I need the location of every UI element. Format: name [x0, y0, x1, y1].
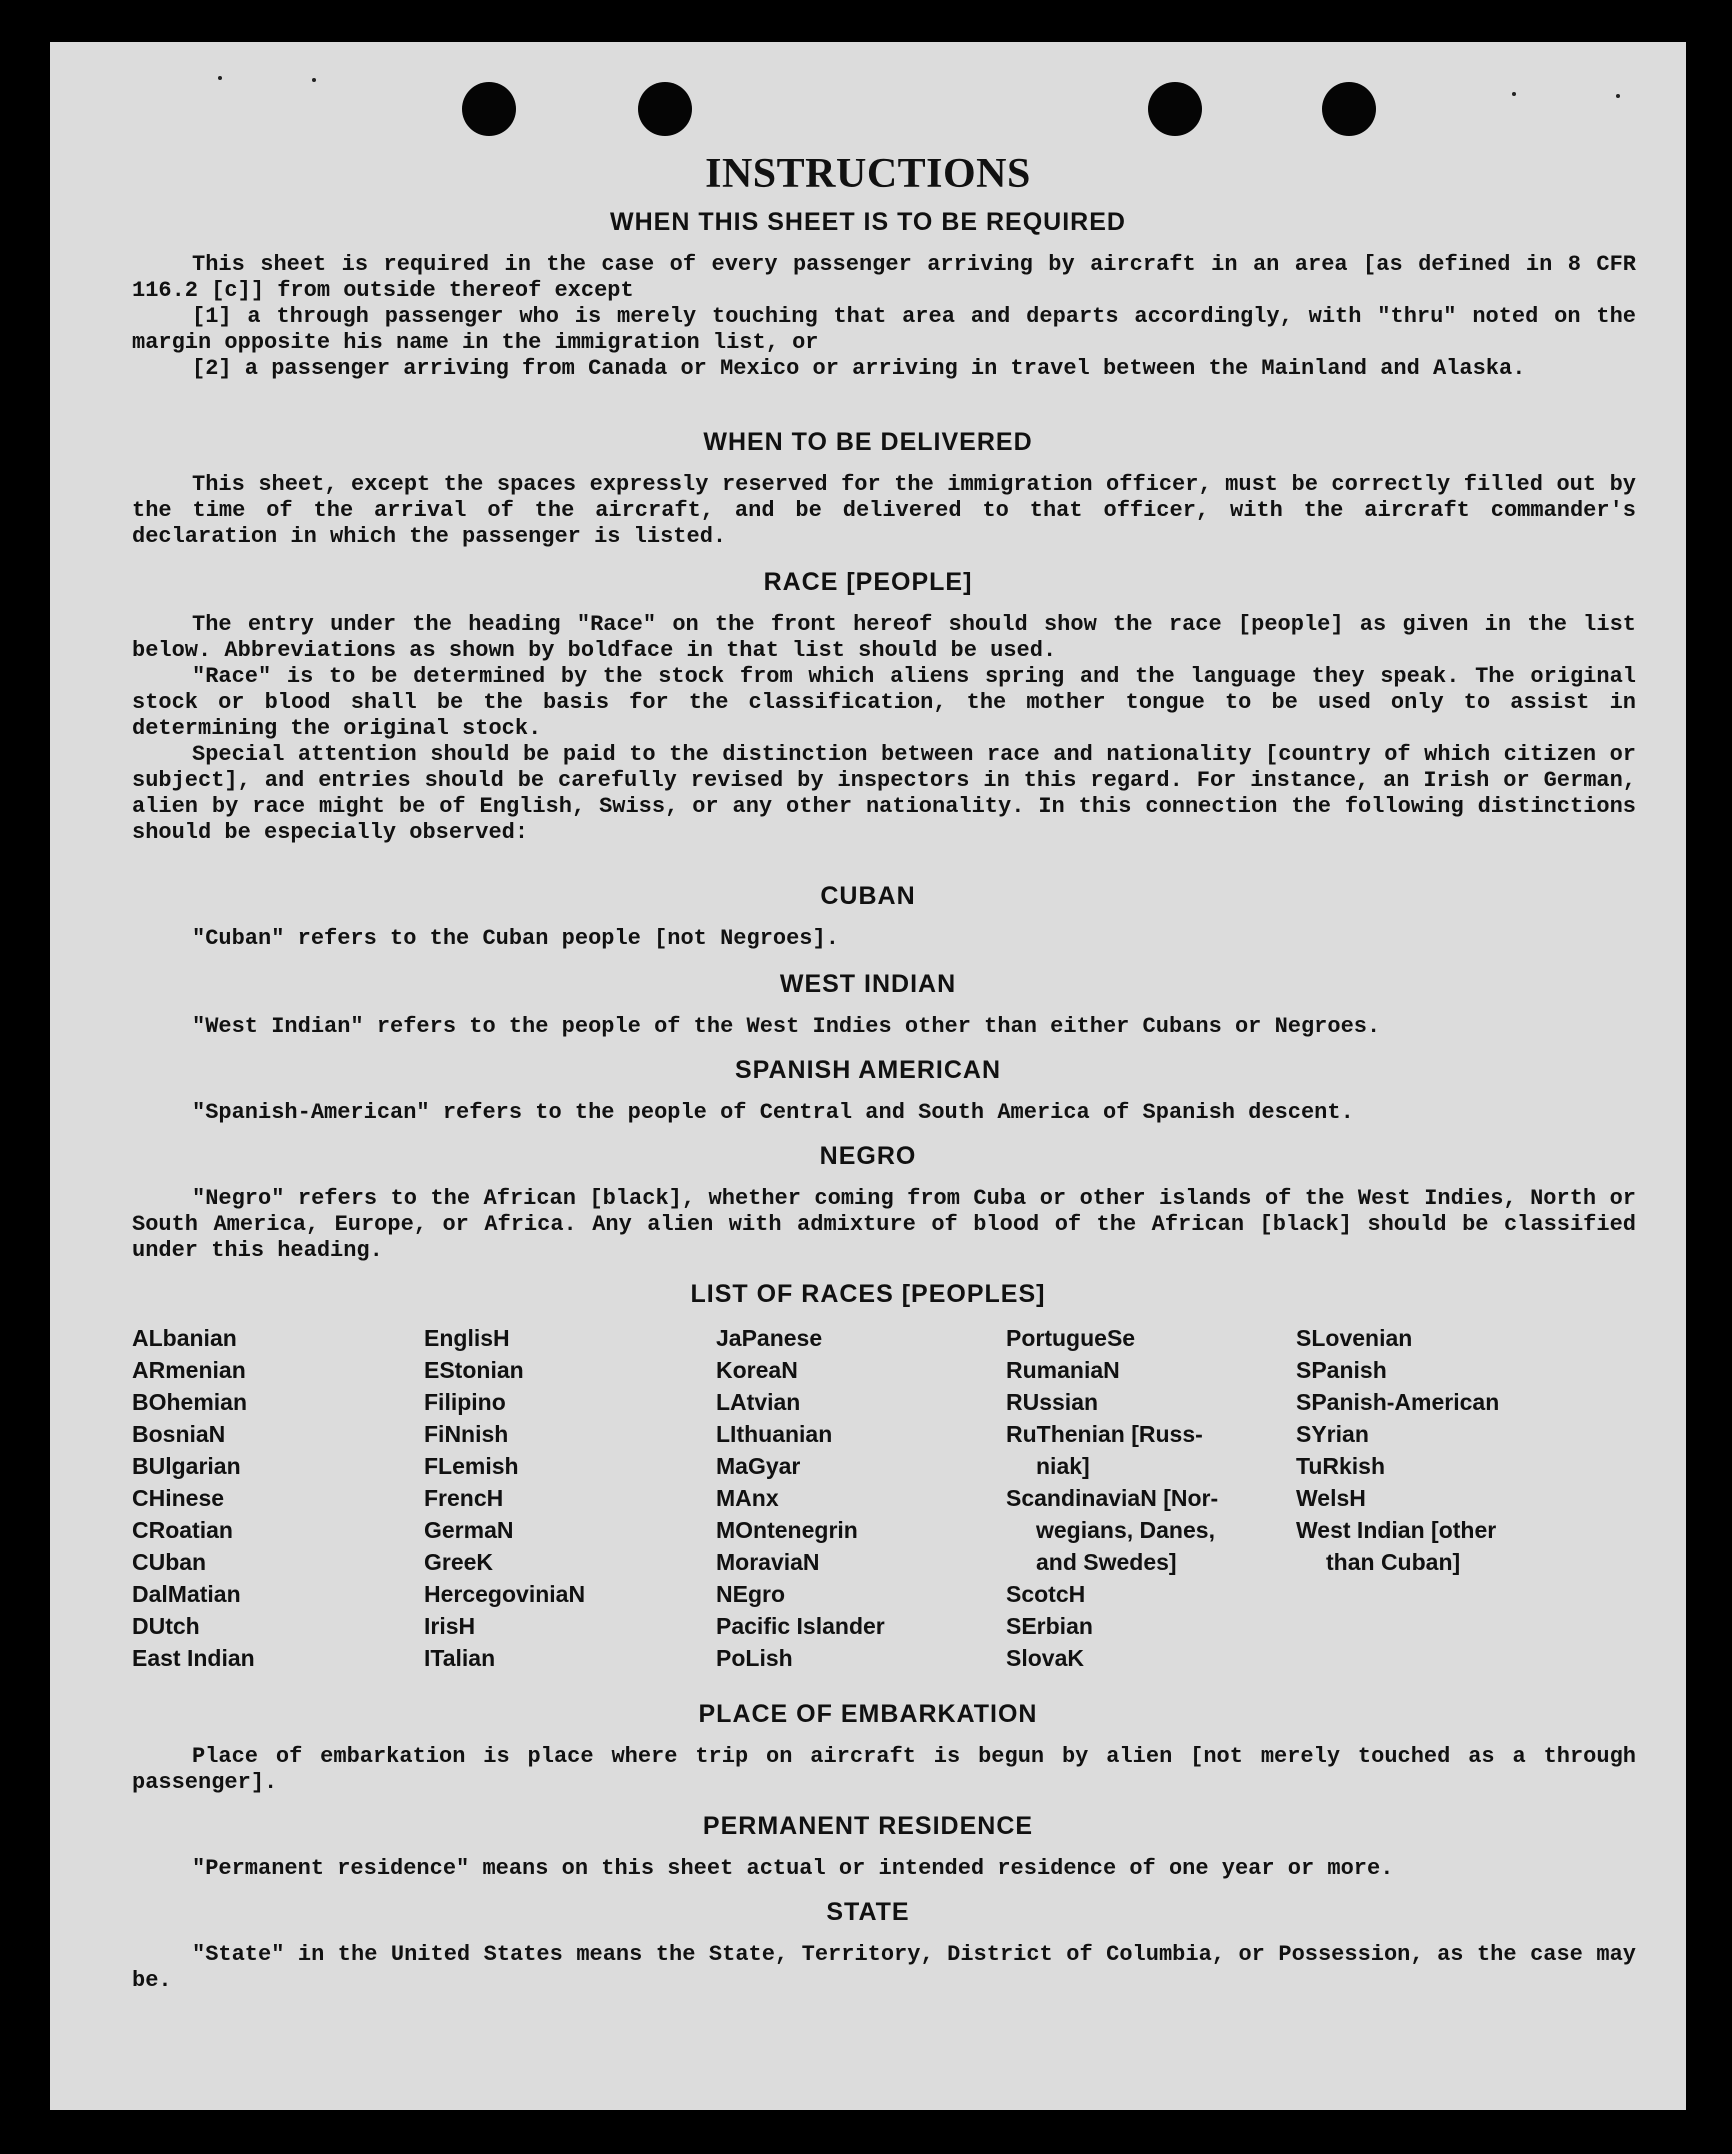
section-place-of-embarkation: [132, 1744, 1636, 1796]
race-item: MoraviaN: [716, 1549, 820, 1575]
races-column-4: [1006, 1322, 1218, 1674]
heading-negro: NEGRO: [819, 1142, 917, 1170]
race-item-continuation: and Swedes]: [1036, 1549, 1177, 1575]
when-required-item-1: [1] a through passenger who is merely touching that area and departs accordingly, with "thru" noted on the margin opposite his name in the immigration list, or: [132, 304, 1636, 355]
heading-race: RACE [PEOPLE]: [763, 568, 973, 596]
race-item: GermaN: [424, 1517, 514, 1543]
race-item: Filipino: [424, 1389, 506, 1415]
spanish-american-text: "Spanish-American" refers to the people of Central and South America of Spanish descent.: [192, 1100, 1354, 1125]
race-item-continuation: wegians, Danes,: [1036, 1517, 1215, 1543]
race-item: Pacific Islander: [716, 1613, 885, 1639]
section-when-required: [132, 252, 1636, 382]
heading-permanent-residence: PERMANENT RESIDENCE: [702, 1812, 1034, 1840]
race-item: FiNnish: [424, 1421, 509, 1447]
race-item: BUlgarian: [132, 1453, 241, 1479]
races-column-5: [1296, 1322, 1499, 1578]
section-state: [132, 1942, 1636, 1994]
race-paragraph-2: "Race" is to be determined by the stock from which aliens spring and the language they speak. The original stock or blood shall be the basis for the classification, the mother tongue to be used only to assist in determining the original stock.: [132, 664, 1636, 741]
race-item-continuation: niak]: [1036, 1453, 1090, 1479]
race-item: CUban: [132, 1549, 207, 1575]
section-negro: [132, 1186, 1636, 1264]
negro-text: "Negro" refers to the African [black], whether coming from Cuba or other islands of the West Indies, North or South America, Europe, or Africa. Any alien with admixture of blood of the African [black] should be classified under this heading.: [132, 1186, 1636, 1263]
when-required-intro: This sheet is required in the case of every passenger arriving by aircraft in an area [as defined in 8 CFR 116.2 [c]] from outside thereof except: [132, 252, 1636, 303]
race-item: PortugueSe: [1006, 1325, 1136, 1351]
race-item: RumaniaN: [1006, 1357, 1120, 1383]
race-item-continuation: than Cuban]: [1326, 1549, 1461, 1575]
race-item: HercegovinіaN: [424, 1581, 586, 1607]
heading-when-required: WHEN THIS SHEET IS TO BE REQUIRED: [610, 208, 1126, 236]
race-item: KoreaN: [716, 1357, 798, 1383]
heading-west-indian: WEST INDIAN: [779, 970, 957, 998]
punch-hole: [462, 82, 516, 136]
race-item: East Indian: [132, 1645, 255, 1671]
race-item: GreeK: [424, 1549, 494, 1575]
race-item: MaGyar: [716, 1453, 801, 1479]
race-paragraph-1: The entry under the heading "Race" on the front hereof should show the race [people] as given in the list below. Abbreviations as shown by boldface in that list should be used.: [132, 612, 1636, 663]
race-item: MAnx: [716, 1485, 779, 1511]
race-item: SErbian: [1006, 1613, 1093, 1639]
race-item: ARmenian: [132, 1357, 246, 1383]
heading-spanish-american: SPANISH AMERICAN: [734, 1056, 1001, 1084]
race-item: PoLish: [716, 1645, 793, 1671]
heading-when-delivered: WHEN TO BE DELIVERED: [703, 428, 1033, 456]
race-item: ALbanian: [132, 1325, 237, 1351]
punch-hole: [1322, 82, 1376, 136]
race-item: MOntenegrin: [716, 1517, 858, 1543]
race-item: RUssian: [1006, 1389, 1099, 1415]
race-item: SPanish-American: [1296, 1389, 1500, 1415]
race-item: FLemish: [424, 1453, 519, 1479]
document-page: [50, 42, 1686, 2110]
permanent-residence-text: "Permanent residence" means on this sheet actual or intended residence of one year or more.: [192, 1856, 1394, 1881]
race-item: WelsH: [1296, 1485, 1366, 1511]
race-item: ScotcH: [1006, 1581, 1086, 1607]
race-item: LIthuanian: [716, 1421, 833, 1447]
race-item: IrisH: [424, 1613, 476, 1639]
section-west-indian: [132, 1014, 1636, 1040]
race-item: BosniaN: [132, 1421, 226, 1447]
races-column-3: [716, 1322, 885, 1674]
state-text: "State" in the United States means the State, Territory, District of Columbia, or Possession, as the case may be.: [132, 1942, 1636, 1993]
race-item: CHinese: [132, 1485, 225, 1511]
heading-cuban: CUBAN: [820, 882, 916, 910]
race-item: SYrian: [1296, 1421, 1369, 1447]
race-item: NEgro: [716, 1581, 785, 1607]
when-required-item-2: [2] a passenger arriving from Canada or Mexico or arriving in travel between the Mainland and Alaska.: [192, 356, 1526, 381]
scan-speck: [218, 76, 222, 80]
section-spanish-american: [132, 1100, 1636, 1126]
race-item: DUtch: [132, 1613, 200, 1639]
race-item: JaPanese: [716, 1325, 823, 1351]
scan-speck: [1512, 92, 1516, 96]
race-item: West Indian [other: [1296, 1517, 1497, 1543]
section-race: [132, 612, 1636, 846]
race-item: BOhemian: [132, 1389, 248, 1415]
race-paragraph-3: Special attention should be paid to the distinction between race and nationality [country of which citizen or subject], and entries should be carefully revised by inspectors in this regard. For instance, an Irish or German, alien by race might be of English, Swiss, or any other nationality. In this connection the following distinctions should be especially observed:: [132, 742, 1636, 845]
race-item: TuRkish: [1296, 1453, 1386, 1479]
scan-speck: [1616, 94, 1620, 98]
races-column-1: [132, 1322, 255, 1674]
race-item: DalMatian: [132, 1581, 241, 1607]
race-item: RuThenian [Russ-: [1006, 1421, 1203, 1447]
race-item: ITalian: [424, 1645, 496, 1671]
section-cuban: [132, 926, 1636, 952]
heading-state: STATE: [826, 1898, 910, 1926]
punch-hole: [1148, 82, 1202, 136]
section-permanent-residence: [132, 1856, 1636, 1882]
race-item: ScandinaviaN [Nor-: [1006, 1485, 1219, 1511]
races-column-2: [424, 1322, 585, 1674]
scan-speck: [312, 78, 316, 82]
race-item: SlovaK: [1006, 1645, 1084, 1671]
when-delivered-text: This sheet, except the spaces expressly reserved for the immigration officer, must be correctly filled out by the time of the arrival of the aircraft, and be delivered to that officer, with the aircraft commander's declaration in which the passenger is listed.: [132, 472, 1636, 549]
race-item: CRoatian: [132, 1517, 233, 1543]
race-item: SLovenian: [1296, 1325, 1413, 1351]
cuban-text: "Cuban" refers to the Cuban people [not Negroes].: [192, 926, 839, 951]
race-item: EStonian: [424, 1357, 524, 1383]
page-title: INSTRUCTIONS: [705, 151, 1031, 197]
heading-place-of-embarkation: PLACE OF EMBARKATION: [698, 1700, 1038, 1728]
race-item: EnglisH: [424, 1325, 510, 1351]
race-item: LAtvian: [716, 1389, 801, 1415]
embarkation-text: Place of embarkation is place where trip on aircraft is begun by alien [not merely touched as a through passenger].: [132, 1744, 1636, 1795]
heading-list-of-races: LIST OF RACES [PEOPLES]: [690, 1280, 1046, 1308]
section-when-delivered: [132, 472, 1636, 550]
race-item: SPanish: [1296, 1357, 1387, 1383]
punch-hole: [638, 82, 692, 136]
west-indian-text: "West Indian" refers to the people of the West Indies other than either Cubans or Negroes.: [192, 1014, 1381, 1039]
race-item: FrencH: [424, 1485, 504, 1511]
